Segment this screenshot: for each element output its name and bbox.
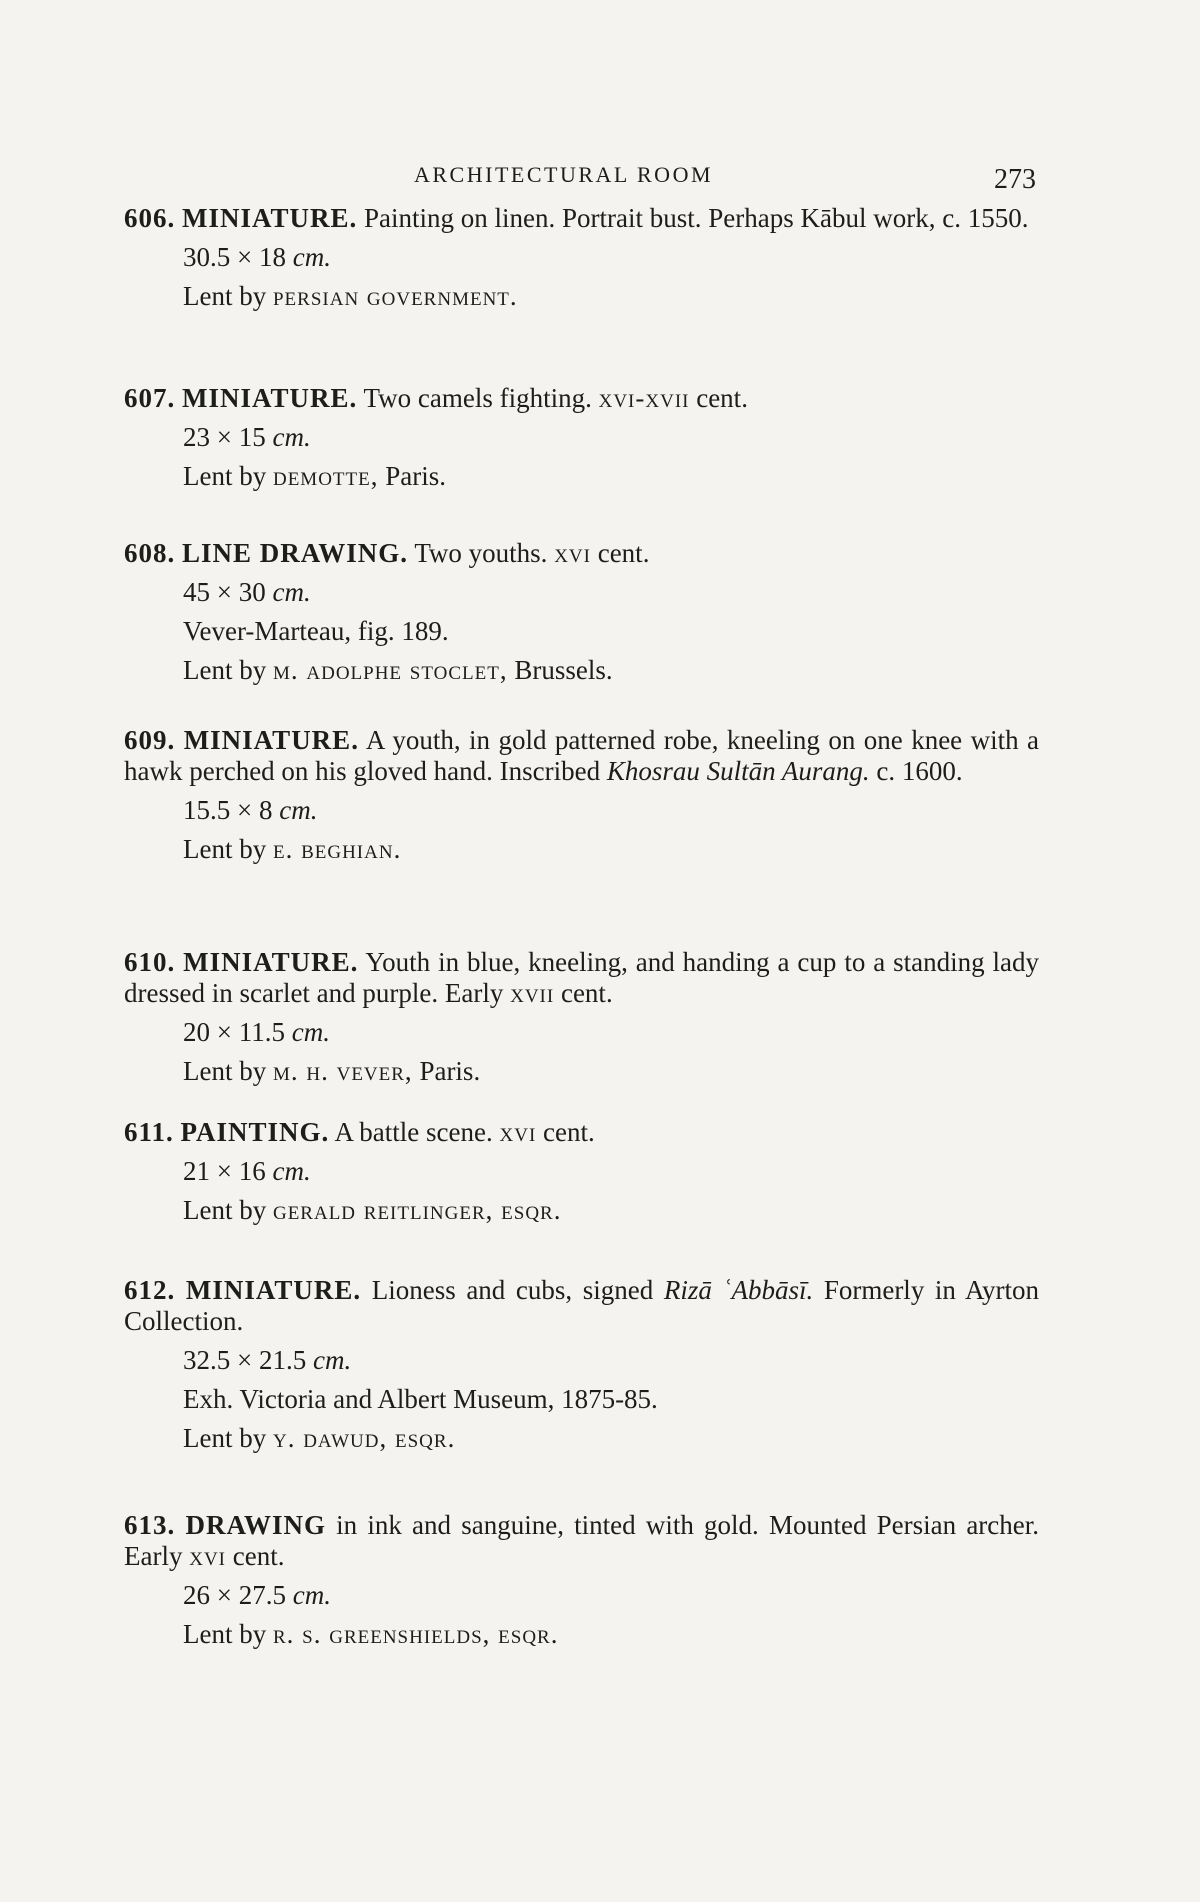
entry-description xyxy=(124,947,1039,1009)
entry-lender xyxy=(183,1423,1039,1454)
entry-dimensions xyxy=(183,795,1039,826)
entry-text-end: cent. xyxy=(543,1117,595,1147)
century-numeral: xvii xyxy=(510,978,555,1008)
running-head: ARCHITECTURAL ROOM xyxy=(414,162,714,187)
entry-number: 606. xyxy=(124,203,176,233)
dimensions-unit: cm. xyxy=(279,795,318,825)
century-numeral: xvi xyxy=(189,1541,227,1571)
entry-lender xyxy=(183,461,1039,492)
lent-by-label: Lent by xyxy=(183,1056,267,1086)
catalogue-entry-608 xyxy=(124,538,1039,725)
entry-text-end: cent. xyxy=(560,978,613,1008)
century-numeral: xvi xyxy=(499,1117,537,1147)
entry-title: MINIATURE. xyxy=(182,203,358,233)
entry-text: Lioness and cubs, signed xyxy=(371,1275,654,1305)
lent-by-label: Lent by xyxy=(183,655,267,685)
lender-location: Brussels. xyxy=(514,655,613,685)
dimensions-unit: cm. xyxy=(292,1580,331,1610)
dimensions-value: 15.5 × 8 xyxy=(183,795,273,825)
entry-number: 610. xyxy=(124,947,176,977)
lender-name: e. beghian. xyxy=(272,834,402,864)
dimensions-unit: cm. xyxy=(312,1345,352,1375)
entry-text: Two camels fighting. xyxy=(363,383,592,413)
entry-description xyxy=(124,1275,1039,1337)
entry-text: A battle scene. xyxy=(334,1117,493,1147)
catalogue-entry-613 xyxy=(124,1510,1039,1660)
catalogue-entry-609 xyxy=(124,725,1039,947)
page-number: 273 xyxy=(994,164,1036,195)
entry-text: Painting on linen. Portrait bust. Perhaps Kābul work, c. 1550. xyxy=(364,203,1029,233)
catalogue-entry-611 xyxy=(124,1117,1039,1275)
lender-name: m. h. vever, xyxy=(272,1056,413,1086)
entry-title: PAINTING. xyxy=(180,1117,330,1147)
entry-description xyxy=(124,1510,1039,1572)
entry-number: 613. xyxy=(124,1510,176,1540)
entry-text: A youth, in gold patterned robe, kneeling on one knee with a hawk perched on his gloved hand. Inscribed xyxy=(124,725,1040,786)
dimensions-value: 23 × 15 xyxy=(183,422,266,452)
entry-lender xyxy=(183,281,1039,312)
page-header xyxy=(124,158,1036,198)
catalogue-entry-607 xyxy=(124,383,1039,538)
dimensions-value: 45 × 30 xyxy=(183,577,266,607)
entry-title: DRAWING xyxy=(185,1510,326,1540)
entry-text-end: Formerly in Ayrton Collection. xyxy=(124,1275,1040,1336)
entry-exhibition: Exh. Victoria and Albert Museum, 1875-85. xyxy=(183,1384,658,1414)
dimensions-unit: cm. xyxy=(291,1017,330,1047)
entry-number: 608. xyxy=(124,538,176,568)
dimensions-unit: cm. xyxy=(272,422,311,452)
entry-text-end: cent. xyxy=(232,1541,285,1571)
dimensions-value: 21 × 16 xyxy=(183,1156,266,1186)
entry-dimensions xyxy=(183,1580,1039,1611)
lent-by-label: Lent by xyxy=(183,1619,267,1649)
entry-number: 611. xyxy=(124,1117,174,1147)
entry-number: 612. xyxy=(124,1275,176,1305)
lent-by-label: Lent by xyxy=(183,1423,267,1453)
entry-dimensions xyxy=(183,242,1039,273)
entry-title: MINIATURE. xyxy=(183,725,359,755)
century-numeral: xvi xyxy=(554,538,591,568)
lent-by-label: Lent by xyxy=(183,461,267,491)
lender-name: demotte, xyxy=(272,461,379,491)
catalogue-entry-606 xyxy=(124,203,1039,383)
entry-number: 607. xyxy=(124,383,176,413)
entry-lender xyxy=(183,655,1039,686)
entry-description xyxy=(124,383,1039,414)
entry-lender xyxy=(183,834,1039,865)
entry-lender xyxy=(183,1619,1039,1650)
entry-dimensions xyxy=(183,577,1039,608)
entry-dimensions xyxy=(183,422,1039,453)
entry-text: in ink and sanguine, tinted with gold. Mounted Persian archer. Early xyxy=(124,1510,1040,1571)
catalogue-entries xyxy=(124,203,1039,1660)
dimensions-unit: cm. xyxy=(272,1156,311,1186)
lender-location: Paris. xyxy=(385,461,446,491)
dimensions-value: 26 × 27.5 xyxy=(183,1580,286,1610)
entry-description xyxy=(124,725,1039,787)
entry-text: Two youths. xyxy=(414,538,548,568)
lender-location: Paris. xyxy=(419,1056,481,1086)
entry-text-end: cent. xyxy=(597,538,650,568)
entry-title: LINE DRAWING. xyxy=(182,538,409,568)
lent-by-label: Lent by xyxy=(183,834,267,864)
inscription-text: Khosrau Sultān Aurang. xyxy=(606,756,870,786)
entry-lender xyxy=(183,1056,1039,1087)
lender-name: r. s. greenshields, esqr. xyxy=(272,1619,559,1649)
lender-name: y. dawud, esqr. xyxy=(272,1423,456,1453)
dimensions-unit: cm. xyxy=(272,577,311,607)
century-numeral: xvi-xvii xyxy=(598,383,690,413)
entry-number: 609. xyxy=(124,725,176,755)
signature-text: Rizā ʿAbbāsī. xyxy=(663,1275,814,1305)
entry-title: MINIATURE. xyxy=(183,947,359,977)
entry-title: MINIATURE. xyxy=(182,383,358,413)
entry-lender xyxy=(183,1195,1039,1226)
entry-text: Youth in blue, kneeling, and handing a cup to a standing lady dressed in scarlet and purple. Early xyxy=(124,947,1040,1008)
entry-dimensions xyxy=(183,1017,1039,1048)
lent-by-label: Lent by xyxy=(183,1195,267,1225)
lender-name: m. adolphe stoclet, xyxy=(272,655,508,685)
entry-description xyxy=(124,203,1039,234)
catalogue-entry-612 xyxy=(124,1275,1039,1510)
entry-description xyxy=(124,1117,1039,1148)
lent-by-label: Lent by xyxy=(183,281,267,311)
entry-description xyxy=(124,538,1039,569)
dimensions-value: 32.5 × 21.5 xyxy=(183,1345,307,1375)
entry-reference: Vever-Marteau, fig. 189. xyxy=(183,616,449,646)
entry-dimensions xyxy=(183,1345,1039,1376)
dimensions-value: 20 × 11.5 xyxy=(183,1017,285,1047)
entry-text-end: c. 1600. xyxy=(876,756,963,786)
dimensions-unit: cm. xyxy=(292,242,331,272)
catalogue-entry-610 xyxy=(124,947,1039,1117)
dimensions-value: 30.5 × 18 xyxy=(183,242,286,272)
entry-dimensions xyxy=(183,1156,1039,1187)
entry-title: MINIATURE. xyxy=(185,1275,362,1305)
lender-name: gerald reitlinger, esqr. xyxy=(272,1195,562,1225)
entry-text-end: cent. xyxy=(696,383,748,413)
lender-name: persian government. xyxy=(272,281,518,311)
